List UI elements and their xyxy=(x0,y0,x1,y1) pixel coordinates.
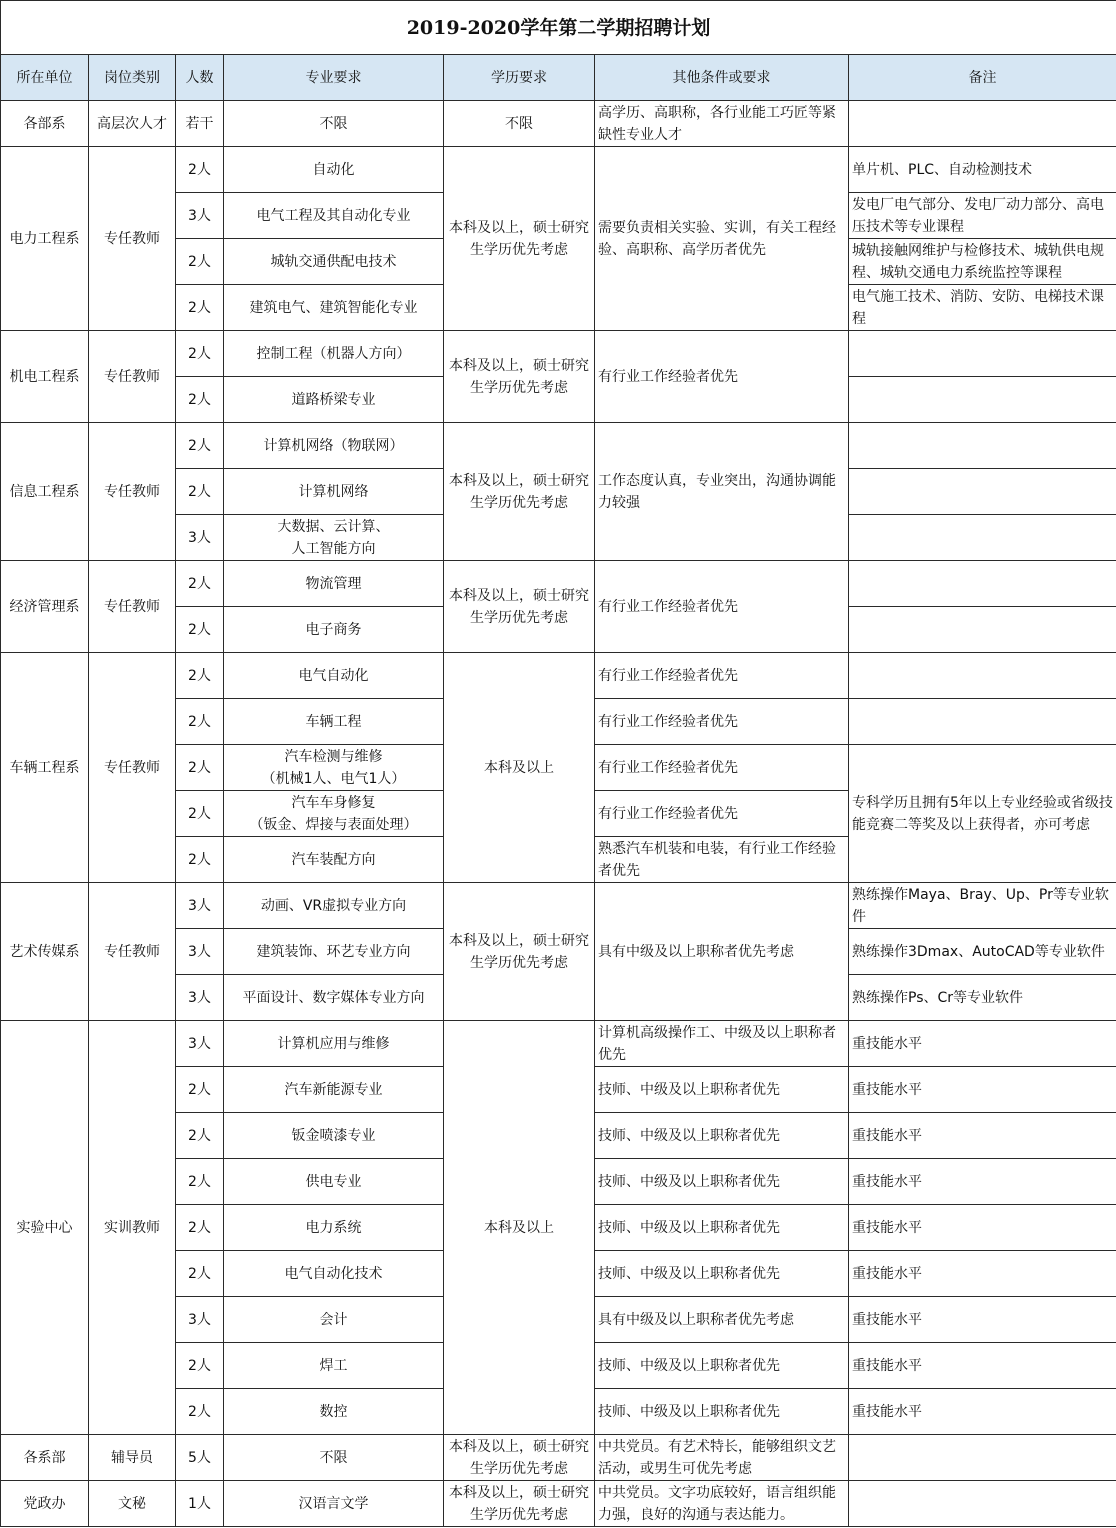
note-cell xyxy=(849,377,1116,423)
note-cell: 重技能水平 xyxy=(849,1021,1116,1067)
header-row xyxy=(1,55,1116,101)
other-requirements-cell: 技师、中级及以上职称者优先 xyxy=(595,1389,849,1435)
major-cell: 建筑装饰、环艺专业方向 xyxy=(224,929,444,975)
major-cell: 汽车检测与维修 （机械1人、电气1人） xyxy=(224,745,444,791)
note-cell xyxy=(849,423,1116,469)
note-cell xyxy=(849,1435,1116,1481)
unit-cell: 实验中心 xyxy=(1,1021,89,1435)
other-requirements-cell: 中共党员。有艺术特长，能够组织文艺活动，或男生可优先考虑 xyxy=(595,1435,849,1481)
other-requirements-cell: 技师、中级及以上职称者优先 xyxy=(595,1343,849,1389)
note-cell: 重技能水平 xyxy=(849,1389,1116,1435)
other-requirements-cell: 计算机高级操作工、中级及以上职称者优先 xyxy=(595,1021,849,1067)
other-requirements-cell: 有行业工作经验者优先 xyxy=(595,791,849,837)
education-cell: 本科及以上，硕士研究生学历优先考虑 xyxy=(444,1435,595,1481)
other-requirements-cell: 中共党员。文字功底较好，语言组织能力强，良好的沟通与表达能力。 xyxy=(595,1481,849,1527)
note-cell xyxy=(849,561,1116,607)
note-cell xyxy=(849,515,1116,561)
major-cell: 计算机网络 xyxy=(224,469,444,515)
header-education: 学历要求 xyxy=(444,55,595,101)
category-cell: 辅导员 xyxy=(89,1435,176,1481)
count-cell: 3人 xyxy=(176,975,224,1021)
major-cell: 物流管理 xyxy=(224,561,444,607)
table-row xyxy=(1,331,1116,377)
unit-cell: 各系部 xyxy=(1,1435,89,1481)
count-cell: 2人 xyxy=(176,147,224,193)
education-cell: 不限 xyxy=(444,101,595,147)
note-cell: 重技能水平 xyxy=(849,1113,1116,1159)
major-cell: 计算机网络（物联网） xyxy=(224,423,444,469)
major-cell: 建筑电气、建筑智能化专业 xyxy=(224,285,444,331)
header-count: 人数 xyxy=(176,55,224,101)
count-cell: 3人 xyxy=(176,929,224,975)
table-body xyxy=(1,101,1116,1527)
count-cell: 若干 xyxy=(176,101,224,147)
major-cell: 车辆工程 xyxy=(224,699,444,745)
count-cell: 2人 xyxy=(176,791,224,837)
table-row xyxy=(1,147,1116,193)
major-cell: 汽车车身修复 （钣金、焊接与表面处理） xyxy=(224,791,444,837)
major-cell: 会计 xyxy=(224,1297,444,1343)
category-cell: 专任教师 xyxy=(89,653,176,883)
count-cell: 2人 xyxy=(176,745,224,791)
category-cell: 专任教师 xyxy=(89,331,176,423)
major-cell: 自动化 xyxy=(224,147,444,193)
major-cell: 电气自动化技术 xyxy=(224,1251,444,1297)
unit-cell: 信息工程系 xyxy=(1,423,89,561)
count-cell: 2人 xyxy=(176,331,224,377)
note-cell xyxy=(849,101,1116,147)
header-major: 专业要求 xyxy=(224,55,444,101)
other-requirements-cell: 有行业工作经验者优先 xyxy=(595,653,849,699)
note-cell: 发电厂电气部分、发电厂动力部分、高电压技术等专业课程 xyxy=(849,193,1116,239)
count-cell: 2人 xyxy=(176,699,224,745)
count-cell: 2人 xyxy=(176,1113,224,1159)
unit-cell: 党政办 xyxy=(1,1481,89,1527)
major-cell: 控制工程（机器人方向） xyxy=(224,331,444,377)
other-requirements-cell: 有行业工作经验者优先 xyxy=(595,745,849,791)
note-cell: 熟练操作Maya、Bray、Up、Pr等专业软件 xyxy=(849,883,1116,929)
table-row xyxy=(1,1435,1116,1481)
table-row xyxy=(1,1021,1116,1067)
category-cell: 高层次人才 xyxy=(89,101,176,147)
note-cell: 熟练操作Ps、Cr等专业软件 xyxy=(849,975,1116,1021)
title-row xyxy=(1,1,1116,55)
header-notes: 备注 xyxy=(849,55,1116,101)
count-cell: 2人 xyxy=(176,239,224,285)
note-cell: 重技能水平 xyxy=(849,1067,1116,1113)
other-requirements-cell: 熟悉汽车机装和电装，有行业工作经验者优先 xyxy=(595,837,849,883)
unit-cell: 各部系 xyxy=(1,101,89,147)
education-cell: 本科及以上，硕士研究生学历优先考虑 xyxy=(444,147,595,331)
major-cell: 道路桥梁专业 xyxy=(224,377,444,423)
count-cell: 2人 xyxy=(176,1067,224,1113)
other-requirements-cell: 工作态度认真，专业突出，沟通协调能力较强 xyxy=(595,423,849,561)
sheet-title: 2019-2020学年第二学期招聘计划 xyxy=(1,1,1116,55)
note-cell xyxy=(849,699,1116,745)
count-cell: 5人 xyxy=(176,1435,224,1481)
note-cell: 重技能水平 xyxy=(849,1205,1116,1251)
count-cell: 2人 xyxy=(176,1389,224,1435)
note-cell: 重技能水平 xyxy=(849,1297,1116,1343)
count-cell: 1人 xyxy=(176,1481,224,1527)
note-cell: 专科学历且拥有5年以上专业经验或省级技能竞赛二等奖及以上获得者，亦可考虑 xyxy=(849,745,1116,883)
major-cell: 大数据、云计算、 人工智能方向 xyxy=(224,515,444,561)
major-cell: 不限 xyxy=(224,101,444,147)
note-cell: 重技能水平 xyxy=(849,1159,1116,1205)
table-row xyxy=(1,423,1116,469)
count-cell: 2人 xyxy=(176,469,224,515)
category-cell: 专任教师 xyxy=(89,147,176,331)
count-cell: 2人 xyxy=(176,1159,224,1205)
major-cell: 动画、VR虚拟专业方向 xyxy=(224,883,444,929)
unit-cell: 电力工程系 xyxy=(1,147,89,331)
table-row xyxy=(1,561,1116,607)
major-cell: 电力系统 xyxy=(224,1205,444,1251)
note-cell: 重技能水平 xyxy=(849,1251,1116,1297)
count-cell: 2人 xyxy=(176,1251,224,1297)
major-cell: 汽车装配方向 xyxy=(224,837,444,883)
note-cell xyxy=(849,607,1116,653)
note-cell: 单片机、PLC、自动检测技术 xyxy=(849,147,1116,193)
note-cell xyxy=(849,331,1116,377)
count-cell: 2人 xyxy=(176,285,224,331)
education-cell: 本科及以上，硕士研究生学历优先考虑 xyxy=(444,883,595,1021)
count-cell: 2人 xyxy=(176,561,224,607)
category-cell: 实训教师 xyxy=(89,1021,176,1435)
count-cell: 2人 xyxy=(176,1343,224,1389)
count-cell: 2人 xyxy=(176,653,224,699)
major-cell: 城轨交通供配电技术 xyxy=(224,239,444,285)
table-row xyxy=(1,101,1116,147)
major-cell: 供电专业 xyxy=(224,1159,444,1205)
major-cell: 计算机应用与维修 xyxy=(224,1021,444,1067)
other-requirements-cell: 技师、中级及以上职称者优先 xyxy=(595,1251,849,1297)
unit-cell: 艺术传媒系 xyxy=(1,883,89,1021)
unit-cell: 经济管理系 xyxy=(1,561,89,653)
major-cell: 钣金喷漆专业 xyxy=(224,1113,444,1159)
count-cell: 3人 xyxy=(176,1297,224,1343)
note-cell: 熟练操作3Dmax、AutoCAD等专业软件 xyxy=(849,929,1116,975)
other-requirements-cell: 技师、中级及以上职称者优先 xyxy=(595,1113,849,1159)
header-unit: 所在单位 xyxy=(1,55,89,101)
other-requirements-cell: 需要负责相关实验、实训，有关工程经验、高职称、高学历者优先 xyxy=(595,147,849,331)
count-cell: 2人 xyxy=(176,1205,224,1251)
other-requirements-cell: 有行业工作经验者优先 xyxy=(595,561,849,653)
education-cell: 本科及以上，硕士研究生学历优先考虑 xyxy=(444,423,595,561)
note-cell xyxy=(849,1481,1116,1527)
education-cell: 本科及以上 xyxy=(444,1021,595,1435)
note-cell: 城轨接触网维护与检修技术、城轨供电规程、城轨交通电力系统监控等课程 xyxy=(849,239,1116,285)
note-cell: 重技能水平 xyxy=(849,1343,1116,1389)
count-cell: 3人 xyxy=(176,883,224,929)
category-cell: 专任教师 xyxy=(89,423,176,561)
note-cell: 电气施工技术、消防、安防、电梯技术课程 xyxy=(849,285,1116,331)
major-cell: 数控 xyxy=(224,1389,444,1435)
other-requirements-cell: 技师、中级及以上职称者优先 xyxy=(595,1159,849,1205)
count-cell: 2人 xyxy=(176,423,224,469)
unit-cell: 机电工程系 xyxy=(1,331,89,423)
other-requirements-cell: 技师、中级及以上职称者优先 xyxy=(595,1205,849,1251)
category-cell: 专任教师 xyxy=(89,883,176,1021)
table-row xyxy=(1,883,1116,929)
major-cell: 电子商务 xyxy=(224,607,444,653)
major-cell: 电气自动化 xyxy=(224,653,444,699)
count-cell: 3人 xyxy=(176,1021,224,1067)
major-cell: 汽车新能源专业 xyxy=(224,1067,444,1113)
table-row xyxy=(1,1481,1116,1527)
education-cell: 本科及以上，硕士研究生学历优先考虑 xyxy=(444,1481,595,1527)
count-cell: 2人 xyxy=(176,607,224,653)
table-row xyxy=(1,653,1116,699)
education-cell: 本科及以上 xyxy=(444,653,595,883)
unit-cell: 车辆工程系 xyxy=(1,653,89,883)
category-cell: 文秘 xyxy=(89,1481,176,1527)
other-requirements-cell: 技师、中级及以上职称者优先 xyxy=(595,1067,849,1113)
count-cell: 3人 xyxy=(176,515,224,561)
category-cell: 专任教师 xyxy=(89,561,176,653)
count-cell: 3人 xyxy=(176,193,224,239)
count-cell: 2人 xyxy=(176,377,224,423)
other-requirements-cell: 高学历、高职称，各行业能工巧匠等紧缺性专业人才 xyxy=(595,101,849,147)
note-cell xyxy=(849,653,1116,699)
major-cell: 汉语言文学 xyxy=(224,1481,444,1527)
other-requirements-cell: 具有中级及以上职称者优先考虑 xyxy=(595,1297,849,1343)
education-cell: 本科及以上，硕士研究生学历优先考虑 xyxy=(444,331,595,423)
education-cell: 本科及以上，硕士研究生学历优先考虑 xyxy=(444,561,595,653)
major-cell: 电气工程及其自动化专业 xyxy=(224,193,444,239)
header-category: 岗位类别 xyxy=(89,55,176,101)
other-requirements-cell: 有行业工作经验者优先 xyxy=(595,331,849,423)
count-cell: 2人 xyxy=(176,837,224,883)
note-cell xyxy=(849,469,1116,515)
other-requirements-cell: 具有中级及以上职称者优先考虑 xyxy=(595,883,849,1021)
major-cell: 平面设计、数字媒体专业方向 xyxy=(224,975,444,1021)
header-other-requirements: 其他条件或要求 xyxy=(595,55,849,101)
major-cell: 焊工 xyxy=(224,1343,444,1389)
major-cell: 不限 xyxy=(224,1435,444,1481)
other-requirements-cell: 有行业工作经验者优先 xyxy=(595,699,849,745)
